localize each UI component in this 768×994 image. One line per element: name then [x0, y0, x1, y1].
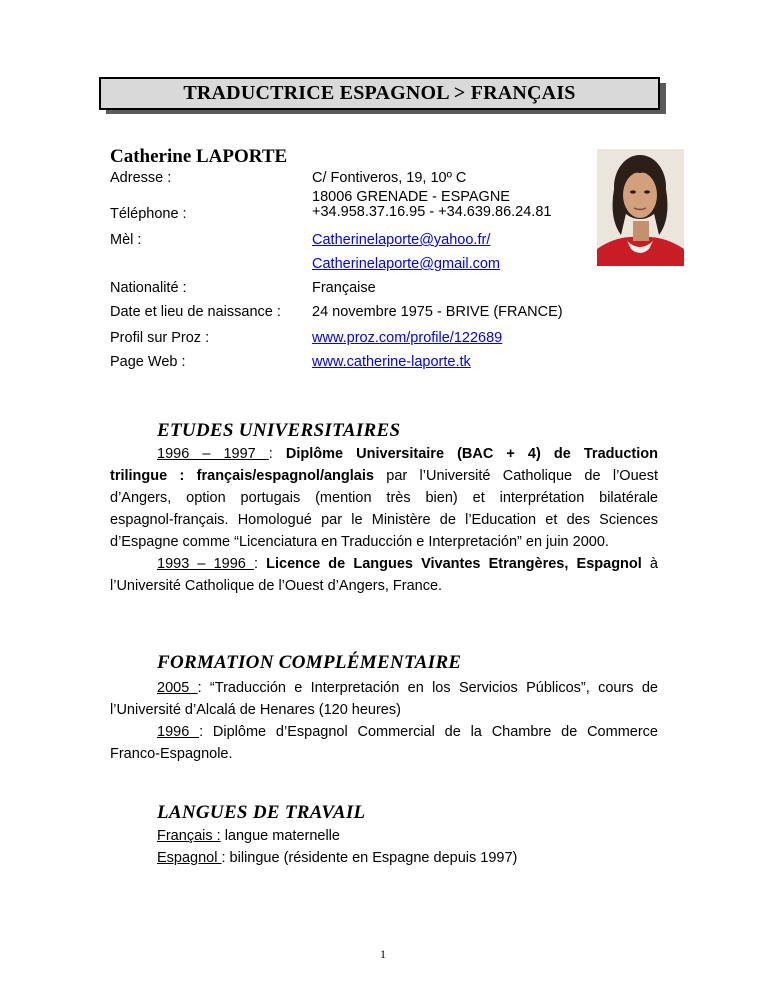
studies-entry-2-line-1 [110, 553, 658, 575]
nationality-label: Nationalité : [110, 280, 187, 296]
studies-entry-2-line-2: l’Université Catholique de l’Ouest d’Angers, France. [110, 578, 443, 594]
birth-value: 24 novembre 1975 - BRIVE (FRANCE) [312, 304, 563, 320]
studies-entry-1-year: 1996 – 1997 [157, 446, 269, 462]
studies-entry-2-text: à [641, 556, 658, 572]
studies-entry-1-title: Diplôme Universitaire (BAC + 4) de Traduction [285, 446, 658, 462]
training-entry-1-year: 2005 [157, 680, 198, 696]
training-section [110, 677, 658, 765]
language-french [110, 825, 658, 847]
training-entry-2-year: 1996 [157, 724, 200, 740]
languages-heading: LANGUES DE TRAVAIL [157, 802, 366, 823]
page-number: 1 [380, 947, 386, 961]
language-french-level: langue maternelle [220, 828, 340, 844]
language-spanish [110, 847, 658, 869]
candidate-name: Catherine LAPORTE [110, 146, 288, 167]
web-label: Page Web : [110, 354, 186, 370]
studies-entry-1-line-2 [110, 465, 658, 487]
page-title: TRADUCTRICE ESPAGNOL > FRANÇAIS [99, 77, 660, 110]
languages-section [110, 825, 658, 869]
birth-label: Date et lieu de naissance : [110, 304, 281, 320]
web-link[interactable]: www.catherine-laporte.tk [312, 354, 471, 370]
studies-entry-1-sep: : [268, 446, 286, 462]
training-entry-1-text: : “Traducción e Interpretación en los Servicios Públicos”, cours de [197, 680, 658, 696]
nationality-value: Française [312, 280, 376, 296]
studies-entry-1-line-1 [110, 443, 658, 465]
training-heading: FORMATION COMPLÉMENTAIRE [157, 652, 462, 673]
email-label: Mèl : [110, 232, 142, 248]
language-spanish-name: Espagnol [157, 850, 222, 866]
address-line1: C/ Fontiveros, 19, 10º C [312, 170, 467, 186]
training-entry-2-line-2: Franco-Espagnole. [110, 746, 233, 762]
studies-section [110, 443, 658, 597]
proz-label: Profil sur Proz : [110, 330, 210, 346]
studies-entry-2-year: 1993 – 1996 [157, 556, 254, 572]
training-entry-2-text: : Diplôme d’Espagnol Commercial de la Chambre de Commerce [199, 724, 658, 740]
profile-photo [597, 149, 684, 266]
language-spanish-level: : bilingue (résidente en Espagne depuis 1997) [221, 850, 518, 866]
email-link-1[interactable]: Catherinelaporte@yahoo.fr/ [312, 232, 491, 248]
studies-entry-1-line-3: d’Angers, option portugais (mention très bien) et interprétation bilatérale [110, 490, 658, 506]
studies-entry-1-text-2: par l’Université Catholique de l’Ouest [373, 468, 658, 484]
studies-entry-2-sep: : [253, 556, 267, 572]
studies-entry-1-title-2: trilingue : français/espagnol/anglais [110, 468, 374, 484]
address-line2: 18006 GRENADE - ESPAGNE [312, 189, 510, 205]
phone-value: +34.958.37.16.95 - +34.639.86.24.81 [312, 204, 552, 220]
training-entry-1-line-2: l’Université d’Alcalá de Henares (120 heures) [110, 702, 401, 718]
address-label: Adresse : [110, 170, 172, 186]
studies-entry-1-line-5: d’Espagne comme “Licenciatura en Traducción e Interpretación” en juin 2000. [110, 534, 609, 550]
training-entry-2-line-1 [110, 721, 658, 743]
email-link-2[interactable]: Catherinelaporte@gmail.com [312, 256, 500, 272]
studies-entry-1-line-4: espagnol-français. Homologué par le Ministère de l’Education et des Sciences [110, 512, 658, 528]
phone-label: Téléphone : [110, 206, 187, 222]
training-entry-1-line-1 [110, 677, 658, 699]
studies-entry-2-title: Licence de Langues Vivantes Etrangères, Espagnol [266, 556, 642, 572]
proz-link[interactable]: www.proz.com/profile/122689 [312, 330, 503, 346]
studies-heading: ETUDES UNIVERSITAIRES [157, 420, 401, 441]
language-french-name: Français : [157, 828, 221, 844]
